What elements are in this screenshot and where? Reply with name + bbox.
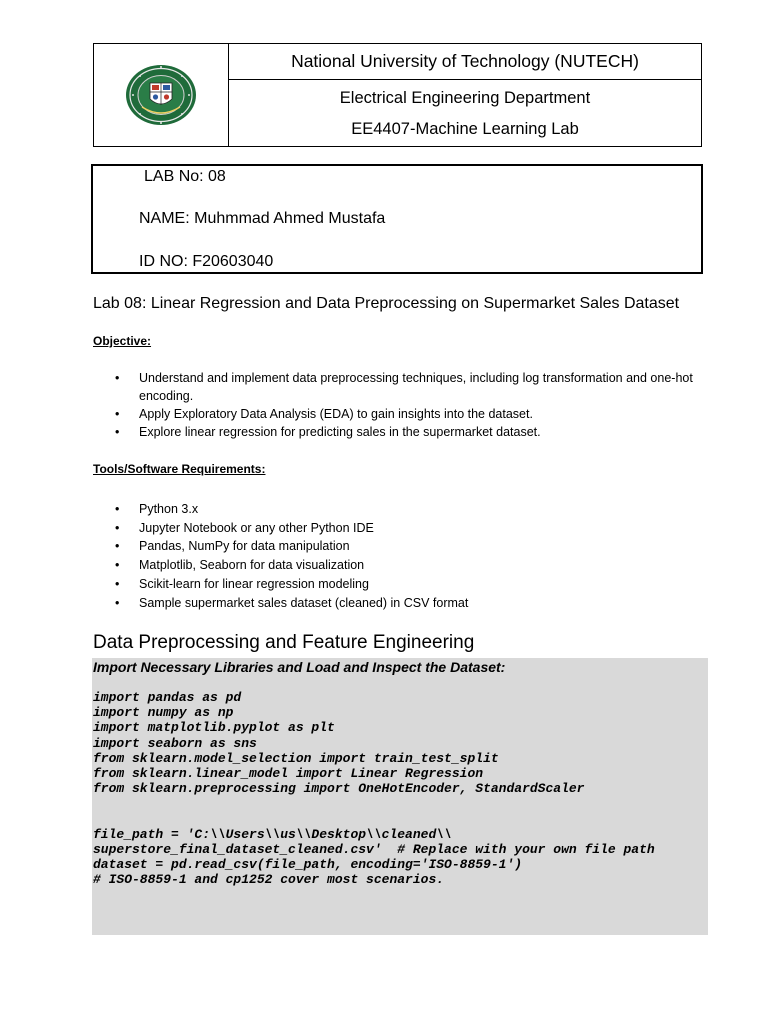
list-item: • Jupyter Notebook or any other Python IDE: [93, 519, 713, 538]
student-info-box: [91, 164, 703, 274]
logo-cell: [94, 44, 229, 146]
code-subheading: Import Necessary Libraries and Load and Inspect the Dataset:: [93, 659, 506, 675]
code-panel: [92, 658, 708, 935]
list-item: • Python 3.x: [93, 500, 713, 519]
list-item: • Apply Exploratory Data Analysis (EDA) to gain insights into the dataset.: [93, 405, 713, 423]
lab-title: Lab 08: Linear Regression and Data Preprocessing on Supermarket Sales Dataset: [93, 295, 680, 312]
student-name: NAME: Muhmmad Ahmed Mustafa: [139, 210, 386, 227]
department-block: [229, 80, 701, 146]
course-name: EE4407-Machine Learning Lab: [351, 120, 579, 138]
tools-heading: Tools/Software Requirements:: [93, 462, 266, 476]
code-block: import pandas as pd import numpy as np import matplotlib.pyplot as plt import seaborn as sns from sklearn.model_selection import train_test_split from sklearn.linear_model import Linear Regression from sklearn.preprocessing import OneHotEncoder, StandardScaler file_path = 'C:\\Users\\us\\Desktop\\cleaned\\ superstore_final_dataset_cleaned.csv' # Replace with your own file path dataset = pd.read_csv(file_path, encoding='ISO-8859-1') # ISO-8859-1 and cp1252 cover most scenarios.: [93, 690, 655, 888]
lab-number: LAB No: 08: [144, 168, 226, 185]
list-item: • Sample supermarket sales dataset (cleaned) in CSV format: [93, 594, 713, 613]
header-table: [93, 43, 702, 147]
student-id: ID NO: F20603040: [139, 253, 274, 270]
tools-list: [93, 500, 713, 612]
objective-heading: Objective:: [93, 334, 152, 348]
university-name: National University of Technology (NUTECH): [229, 44, 701, 80]
list-item: • Pandas, NumPy for data manipulation: [93, 537, 713, 556]
objective-list: [93, 369, 713, 441]
university-seal-icon: [124, 63, 198, 127]
header-info: [229, 44, 701, 146]
department-name: Electrical Engineering Department: [339, 89, 591, 107]
list-item: • Scikit-learn for linear regression modeling: [93, 575, 713, 594]
list-item: • Understand and implement data preprocessing techniques, including log transformation and one-hot encoding.: [93, 369, 713, 405]
list-item: • Explore linear regression for predicting sales in the supermarket dataset.: [93, 423, 713, 441]
section-heading: Data Preprocessing and Feature Engineering: [93, 632, 475, 653]
list-item: • Matplotlib, Seaborn for data visualization: [93, 556, 713, 575]
